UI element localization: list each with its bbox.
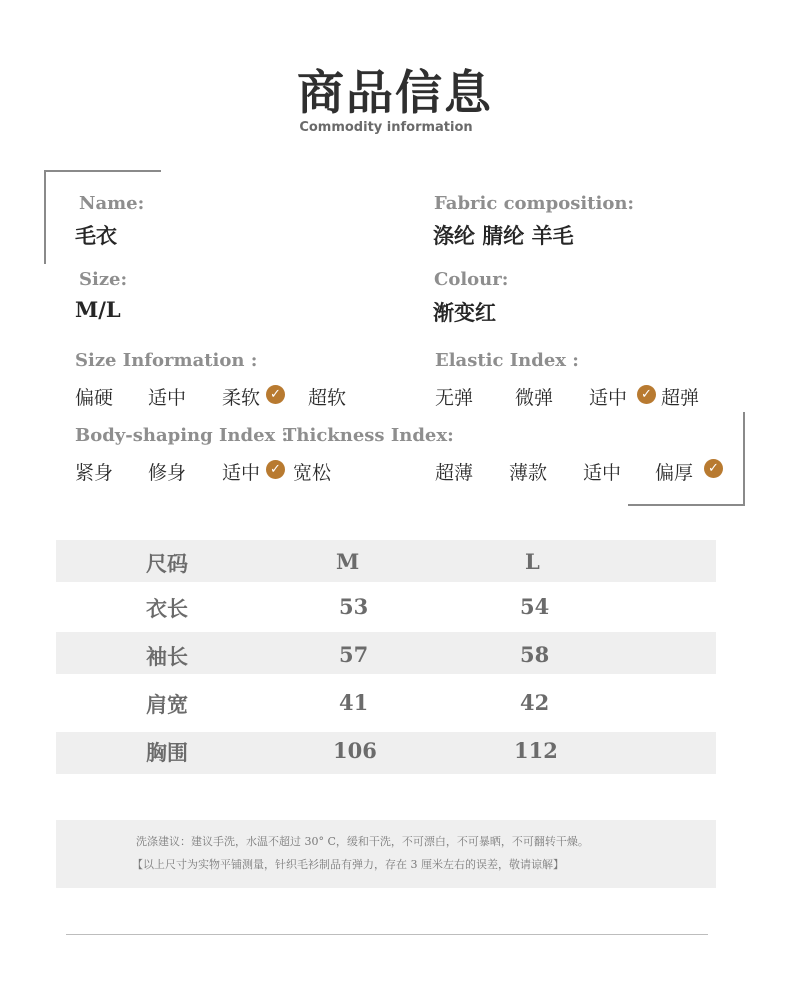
check-icon: ✓	[704, 459, 723, 478]
table-cell: 58	[520, 642, 550, 667]
table-cell: 42	[520, 690, 550, 715]
name-label: Name:	[79, 193, 145, 214]
table-cell-measure: 袖长	[146, 644, 188, 669]
elastic-option: 无弹	[435, 387, 474, 409]
check-icon: ✓	[637, 385, 656, 404]
elastic-label: Elastic Index :	[435, 350, 579, 371]
body-shaping-option: 修身	[148, 462, 187, 484]
body-shaping-label: Body-shaping Index :	[75, 425, 289, 446]
colour-label: Colour:	[434, 269, 509, 290]
thickness-label: Thickness Index:	[283, 425, 454, 446]
body-shaping-option-selected: 适中	[222, 462, 261, 484]
bottom-divider	[66, 934, 708, 935]
elastic-option: 超弹	[661, 387, 700, 409]
table-cell: 112	[514, 738, 558, 763]
care-instructions: 洗涤建议：建议手洗，水温不超过 30° C，缓和干洗，不可漂白，不可暴晒，不可翻转干燥。	[136, 835, 589, 848]
size-info-option-selected: 柔软	[222, 387, 261, 409]
thickness-option: 薄款	[509, 462, 548, 484]
measurement-note: 【以上尺寸为实物平铺测量，针织毛衫制品有弹力，存在 3 厘米左右的误差，敬请谅解】	[132, 858, 564, 871]
table-cell: 54	[520, 594, 550, 619]
size-info-option: 超软	[308, 387, 347, 409]
page-title: 商品信息	[297, 66, 493, 121]
size-value: M/L	[75, 297, 121, 322]
body-shaping-option: 紧身	[75, 462, 114, 484]
table-cell-measure: 胸围	[146, 740, 188, 765]
table-header-cell: 尺码	[146, 551, 188, 576]
table-cell: 106	[333, 738, 377, 763]
care-note-box	[56, 820, 716, 888]
fabric-label: Fabric composition:	[434, 193, 635, 214]
table-cell: 41	[339, 690, 369, 715]
table-header-cell: L	[525, 549, 540, 574]
body-shaping-option: 宽松	[293, 462, 332, 484]
page-subtitle: Commodity information	[299, 120, 473, 135]
size-info-label: Size Information :	[75, 350, 258, 371]
thickness-option: 适中	[583, 462, 622, 484]
size-info-option: 偏硬	[75, 387, 114, 409]
name-value: 毛衣	[75, 223, 117, 248]
fabric-value: 涤纶 腈纶 羊毛	[433, 223, 574, 248]
colour-value: 渐变红	[433, 300, 496, 325]
check-icon: ✓	[266, 385, 285, 404]
thickness-option-selected: 偏厚	[655, 462, 694, 484]
size-info-option: 适中	[148, 387, 187, 409]
table-header-cell: M	[336, 549, 360, 574]
size-label: Size:	[79, 269, 128, 290]
table-cell-measure: 衣长	[146, 596, 188, 621]
elastic-option-selected: 适中	[589, 387, 628, 409]
thickness-option: 超薄	[435, 462, 474, 484]
elastic-option: 微弹	[515, 387, 554, 409]
table-cell: 53	[339, 594, 369, 619]
table-cell-measure: 肩宽	[146, 692, 188, 717]
check-icon: ✓	[266, 460, 285, 479]
table-cell: 57	[339, 642, 369, 667]
